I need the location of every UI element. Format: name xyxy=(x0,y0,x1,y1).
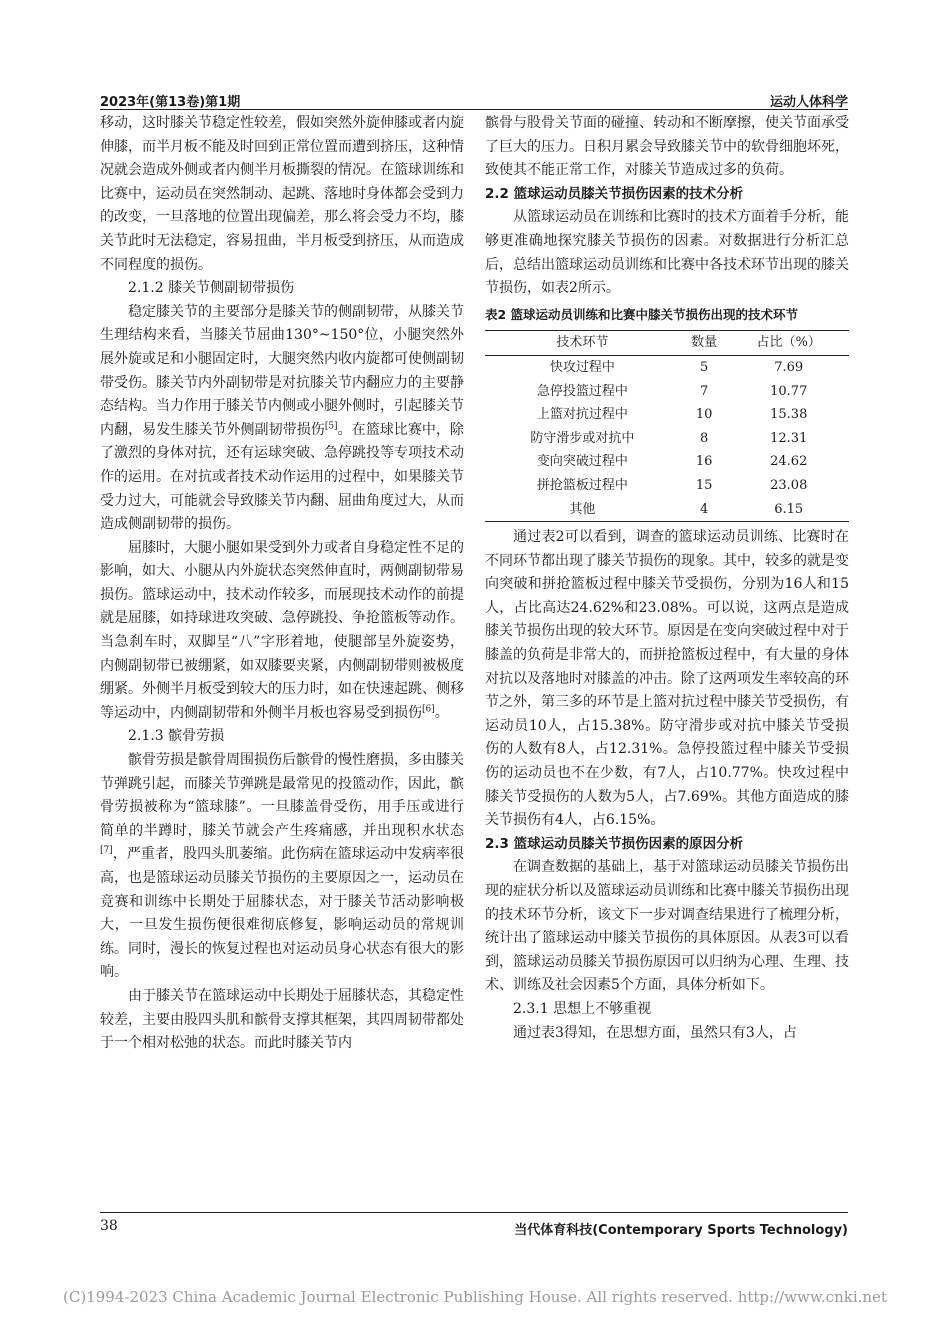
right-column-bottom xyxy=(485,526,849,1045)
table-cell: 上篮对抗过程中 xyxy=(536,407,628,423)
body-paragraph xyxy=(485,856,849,998)
table-row xyxy=(485,355,849,379)
body-paragraph xyxy=(485,526,849,833)
table-body xyxy=(485,355,849,521)
citation-ref: [6] xyxy=(422,704,435,715)
body-paragraph xyxy=(100,301,464,537)
subsection-heading: 2.3.1 思想上不够重视 xyxy=(513,1000,652,1017)
table-row xyxy=(485,498,849,522)
body-paragraph xyxy=(100,537,464,726)
table-cell: 24.62 xyxy=(770,454,808,470)
section-title: 运动人体科学 xyxy=(769,95,848,110)
table-row xyxy=(485,474,849,498)
body-paragraph xyxy=(100,112,464,277)
paragraph-text: 在调查数据的基础上，基于对篮球运动员膝关节损伤出现的症状分析以及篮球运动员训练和比赛中膝关节损伤出现的技术环节分析，该文下一步对调查结果进行了梳理分析，统计出了篮球运动中膝关节损伤的具体原因。从表3可以看到，篮球运动员膝关节损伤原因可以归纳为心理、生理、技术、训练及社会因素5个方面，具体分析如下。 xyxy=(485,859,849,994)
table-cell: 6.15 xyxy=(774,501,804,517)
table-cell: 23.08 xyxy=(770,477,808,493)
paragraph-text: 通过表3得知，在思想方面，虽然只有3人，占 xyxy=(513,1024,797,1041)
table-cell: 15.38 xyxy=(770,407,808,423)
body-paragraph xyxy=(100,749,464,985)
body-paragraph xyxy=(485,206,849,300)
table-cell: 变向突破过程中 xyxy=(536,454,628,470)
paragraph-text: 从篮球运动员在训练和比赛时的技术方面着手分析，能够更准确地探究膝关节损伤的因素。对数据进行分析汇总后，总结出篮球运动员训练和比赛中各技术环节出现的膝关节损伤，如表2所示。 xyxy=(485,209,849,297)
body-paragraph xyxy=(100,985,464,1056)
body-paragraph xyxy=(485,1022,849,1046)
left-column xyxy=(100,112,464,1056)
paragraph-text: 。 xyxy=(434,704,449,721)
table-cell: 10.77 xyxy=(770,383,808,399)
table-cell: 10 xyxy=(695,407,713,423)
table-header-row xyxy=(485,331,849,356)
table-cell: 其他 xyxy=(569,501,596,517)
table-cell: 7.69 xyxy=(774,359,804,375)
table-cell: 4 xyxy=(699,501,709,517)
table-cell: 急停投篮过程中 xyxy=(536,383,628,399)
paragraph-text: 。在篮球比赛中，除了激烈的身体对抗，还有运球突破、急停跳投等专项技术动作的运用。在对抗或者技术动作运用的过程中，如果膝关节受力过大，可能就会导致膝关节内翻、屈曲角度过大，从而造成侧副韧带的损伤。 xyxy=(100,421,465,533)
table-cell: 16 xyxy=(695,454,713,470)
right-column-top xyxy=(485,112,849,301)
subsection-heading: 2.1.3 髌骨劳损 xyxy=(128,728,225,745)
section-heading: 2.3 篮球运动员膝关节损伤因素的原因分析 xyxy=(485,835,744,852)
table-header-cell: 数量 xyxy=(691,335,718,351)
page-number: 38 xyxy=(100,1218,118,1234)
citation-ref: [7] xyxy=(100,845,113,856)
paragraph-text: 髌骨劳损是髌骨周围损伤后髌骨的慢性磨损，多由膝关节弹跳引起，而膝关节弹跳是最常见的投篮动作，因此，髌骨劳损被称为“篮球膝”。一旦膝盖骨受伤，用手压或进行简单的半蹲时，膝关节就会产生疼痛感，并出现积水状态 xyxy=(100,752,464,839)
table-cell: 防守滑步或对抗中 xyxy=(530,430,635,446)
table-cell: 12.31 xyxy=(770,430,808,446)
table-cell: 7 xyxy=(699,383,709,399)
table-header-cell: 技术环节 xyxy=(556,335,609,351)
table-cell: 快攻过程中 xyxy=(549,359,615,375)
paragraph-text: 移动，这时膝关节稳定性较差，假如突然外旋伸膝或者内旋伸膝，而半月板不能及时回到正常位置而遭到挤压，这种情况就会造成外侧或者内侧半月板撕裂的情况。在篮球训练和比赛中，运动员在突然制动、起跳、落地时身体都会受到力的改变，一旦落地的位置出现偏差，那么将会受力不均，膝关节此时无法稳定，容易扭曲，半月板受到挤压，从而造成不同程度的损伤。 xyxy=(100,115,464,273)
header-rule xyxy=(100,109,848,110)
paragraph-text: 髌骨与股骨关节面的碰撞、转动和不断摩擦，使关节面承受了巨大的压力。日积月累会导致膝关节中的软骨细胞坏死，致使其不能正常工作，对膝关节造成过多的负荷。 xyxy=(485,115,849,179)
paragraph-text: 由于膝关节在篮球运动中长期处于屈膝状态，其稳定性较差，主要由股四头肌和髌骨支撑其框架，其四周韧带都处于一个相对松弛的状态。而此时膝关节内 xyxy=(100,987,464,1052)
subsection-heading: 2.1.2 膝关节侧副韧带损伤 xyxy=(128,280,295,297)
table-row xyxy=(485,403,849,427)
table-cell: 拼抢篮板过程中 xyxy=(536,477,628,493)
table-row xyxy=(485,380,849,404)
data-table xyxy=(485,330,849,522)
footer-rule xyxy=(100,1212,848,1213)
right-column xyxy=(485,112,849,1045)
table-row xyxy=(485,427,849,451)
paragraph-text: ，严重者，股四头肌萎缩。此伤病在篮球运动中发病率很高，也是篮球运动员膝关节损伤的主要原因之一，运动员在竞赛和训练中长期处于屈膝状态，对于膝关节活动影响极大，一旦发生损伤便很难彻底修复，影响运动员的常规训练。同时，漫长的恢复过程也对运动员身心状态有很大的影响。 xyxy=(100,846,464,981)
table-cell: 5 xyxy=(699,359,709,375)
journal-name: 当代体育科技(Contemporary Sports Technology) xyxy=(514,1223,848,1238)
journal-issue: 2023年(第13卷)第1期 xyxy=(100,95,241,110)
paragraph-text: 稳定膝关节的主要部分是膝关节的侧副韧带，从膝关节生理结构来看，当膝关节屈曲130°~150°位，小腿突然外展外旋或足和小腿固定时，大腿突然内收内旋都可使侧副韧带受伤。膝关节内外副韧带是对抗膝关节内翻应力的主要静态结构。当力作用于膝关节内侧或小腿外侧时，引起膝关节内翻，易发生膝关节外侧副韧带损伤 xyxy=(100,303,464,438)
citation-ref: [5] xyxy=(324,421,338,432)
section-heading: 2.2 篮球运动员膝关节损伤因素的技术分析 xyxy=(485,185,744,202)
table-header-cell: 占比（%） xyxy=(756,335,821,351)
table-cell: 8 xyxy=(699,430,709,446)
table-cell: 15 xyxy=(695,477,713,493)
table-row xyxy=(485,450,849,474)
paragraph-text: 屈膝时，大腿小腿如果受到外力或者自身稳定性不足的影响，如大、小腿从内外旋状态突然伸直时，两侧副韧带易损伤。篮球运动中，技术动作较多，而展现技术动作的前提就是屈膝，如持球进攻突破、急停跳投、争抢篮板等动作。当急刹车时，双脚呈“八”字形着地，使腿部呈外旋姿势，内侧副韧带已被绷紧，如双膝要夹紧，内侧副韧带则被极度绷紧。外侧半月板受到较大的压力时，如在快速起跳、侧移等运动中，内侧副韧带和外侧半月板也容易受到损伤 xyxy=(100,539,464,721)
copyright-notice: (C)1994-2023 China Academic Journal Electronic Publishing House. All rights reserved. http://www.cnki.net xyxy=(63,1288,887,1306)
paragraph-text: 通过表2可以看到，调查的篮球运动员训练、比赛时在不同环节都出现了膝关节损伤的现象。其中，较多的就是变向突破和拼抢篮板过程中膝关节受损伤，分别为16人和15人，占比高达24.62%和23.08%。可以说，这两点是造成膝关节损伤出现的较大环节。原因是在变向突破过程中对于膝盖的负荷是非常大的，而拼抢篮板过程中，有大量的身体对抗以及落地时对膝盖的冲击。除了这两项发生率较高的环节之外，第三多的环节是上篮对抗过程中膝关节受损伤，有运动员10人，占15.38%。防守滑步或对抗中膝关节受损伤的人数有8人，占12.31%。急停投篮过程中膝关节受损伤的运动员也不在少数，有7人，占10.77%。快攻过程中膝关节受损伤的人数为5人，占7.69%。其他方面造成的膝关节损伤有4人，占6.15%。 xyxy=(485,529,849,829)
body-paragraph xyxy=(485,112,849,183)
table-caption: 表2 篮球运动员训练和比赛中膝关节损伤出现的技术环节 xyxy=(485,306,799,322)
